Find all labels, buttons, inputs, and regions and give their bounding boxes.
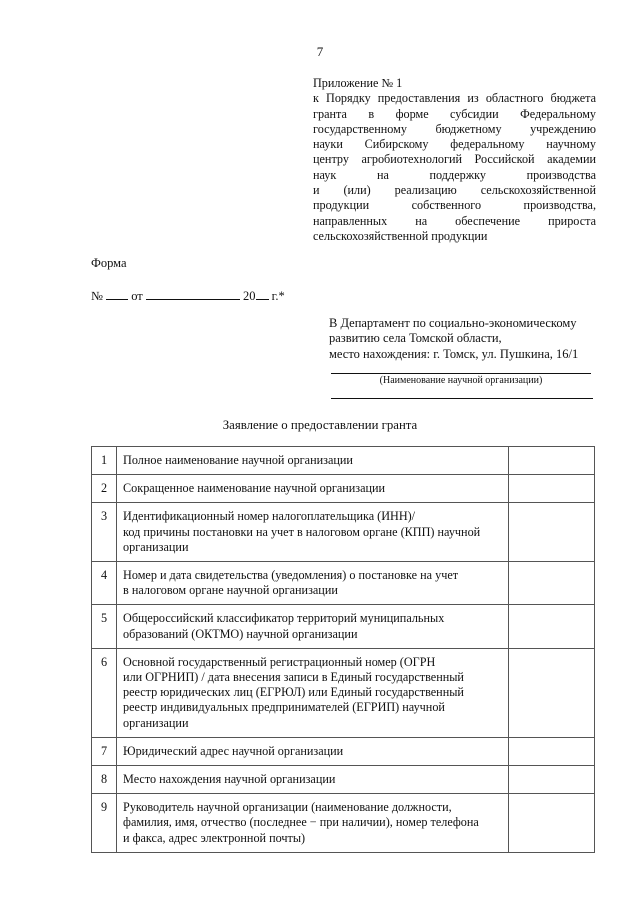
number-blank[interactable] <box>106 287 128 300</box>
row-description-line: фамилия, имя, отчество (последнее − при наличии), номер телефона <box>123 815 479 830</box>
row-description-line: Идентификационный номер налогоплательщика (ИНН)/ <box>123 509 416 524</box>
row-description-line: Основной государственный регистрационный номер (ОГРН <box>123 654 436 669</box>
appendix-line: центру агробиотехнологий Российской академии <box>313 152 596 167</box>
appendix-line: гранта в форме субсидии Федеральному <box>313 106 596 121</box>
document-number-line <box>91 287 285 304</box>
row-description-line: Место нахождения научной организации <box>123 772 336 787</box>
appendix-line: к Порядку предоставления из областного бюджета <box>313 91 596 106</box>
table-row <box>92 794 595 853</box>
address-line: развитию села Томской области, <box>329 331 502 346</box>
date-blank[interactable] <box>146 287 240 300</box>
row-description-line: код причины постановки на учет в налоговом органе (КПП) научной <box>123 524 481 539</box>
row-value-cell[interactable] <box>508 605 594 648</box>
row-description <box>117 562 509 605</box>
row-number: 8 <box>92 766 117 794</box>
form-label: Форма <box>91 256 127 270</box>
row-value-cell[interactable] <box>508 562 594 605</box>
year-prefix: 20 <box>243 289 256 303</box>
address-line: В Департамент по социально-экономическому <box>329 316 577 330</box>
appendix-line: сельскохозяйственной продукции <box>313 228 488 243</box>
row-description <box>117 794 509 853</box>
row-description <box>117 737 509 765</box>
row-description <box>117 648 509 737</box>
row-number: 4 <box>92 562 117 605</box>
row-description-line: организации <box>123 539 189 554</box>
row-description-line: реестр юридических лиц (ЕГРЮЛ) или Единый государственный <box>123 685 464 700</box>
row-value-cell[interactable] <box>508 648 594 737</box>
row-number: 1 <box>92 447 117 475</box>
grant-application-table <box>91 446 595 853</box>
row-description-line: в налоговом органе научной организации <box>123 583 338 598</box>
row-number: 9 <box>92 794 117 853</box>
appendix-line: государственному бюджетному учреждению <box>313 121 596 136</box>
row-number: 3 <box>92 503 117 562</box>
organization-name-caption: (Наименование научной организации) <box>379 375 543 386</box>
row-value-cell[interactable] <box>508 503 594 562</box>
row-description <box>117 766 509 794</box>
organization-name-field[interactable] <box>331 373 591 374</box>
table-row <box>92 503 595 562</box>
row-description-line: образований (ОКТМО) научной организации <box>123 626 358 641</box>
row-description-line: Номер и дата свидетельства (уведомления) о постановке на учет <box>123 568 459 583</box>
table-row <box>92 562 595 605</box>
appendix-line: направленных на обеспечение прироста <box>313 213 596 228</box>
appendix-line: и (или) реализацию сельскохозяйственной <box>313 183 596 198</box>
row-description-line: организации <box>123 715 189 730</box>
row-number: 7 <box>92 737 117 765</box>
year-blank[interactable] <box>256 287 269 300</box>
row-value-cell[interactable] <box>508 794 594 853</box>
row-description-line: Руководитель научной организации (наименование должности, <box>123 800 452 815</box>
row-description-line: Общероссийский классификатор территорий муниципальных <box>123 611 445 626</box>
table-row <box>92 447 595 475</box>
table-row <box>92 605 595 648</box>
row-description <box>117 605 509 648</box>
table-row <box>92 475 595 503</box>
row-description-line: Полное наименование научной организации <box>123 453 353 467</box>
address-line: место нахождения: г. Томск, ул. Пушкина, 16/1 <box>329 346 579 361</box>
row-description-line: и факса, адрес электронной почты) <box>123 830 306 845</box>
statement-title: Заявление о предоставлении гранта <box>222 418 418 432</box>
number-sign: № <box>91 289 103 303</box>
row-number: 5 <box>92 605 117 648</box>
row-description-line: или ОГРНИП) / дата внесения записи в Единый государственный <box>123 670 464 685</box>
row-description-line: Сокращенное наименование научной организации <box>123 481 386 496</box>
row-number: 6 <box>92 648 117 737</box>
appendix-line: науки Сибирскому федеральному научному <box>313 137 596 152</box>
table-row <box>92 737 595 765</box>
from-label: от <box>131 289 143 303</box>
recipient-address <box>329 316 578 362</box>
appendix-line: Приложение № 1 <box>313 76 403 90</box>
row-value-cell[interactable] <box>508 447 594 475</box>
row-value-cell[interactable] <box>508 475 594 503</box>
row-description <box>117 503 509 562</box>
organization-name-field-extra[interactable] <box>331 398 593 399</box>
appendix-header <box>313 76 596 244</box>
row-description <box>117 475 509 503</box>
row-description-line: реестр индивидуальных предпринимателей (ЕГРИП) научной <box>123 700 445 715</box>
year-suffix: г.* <box>271 289 285 303</box>
row-value-cell[interactable] <box>508 766 594 794</box>
row-number: 2 <box>92 475 117 503</box>
appendix-line: продукции собственного производства, <box>313 198 596 213</box>
row-description <box>117 447 509 475</box>
row-description-line: Юридический адрес научной организации <box>123 743 344 758</box>
table-row <box>92 648 595 737</box>
row-value-cell[interactable] <box>508 737 594 765</box>
table-row <box>92 766 595 794</box>
page-number: 7 <box>316 44 324 59</box>
appendix-line: наук на поддержку производства <box>313 167 596 182</box>
